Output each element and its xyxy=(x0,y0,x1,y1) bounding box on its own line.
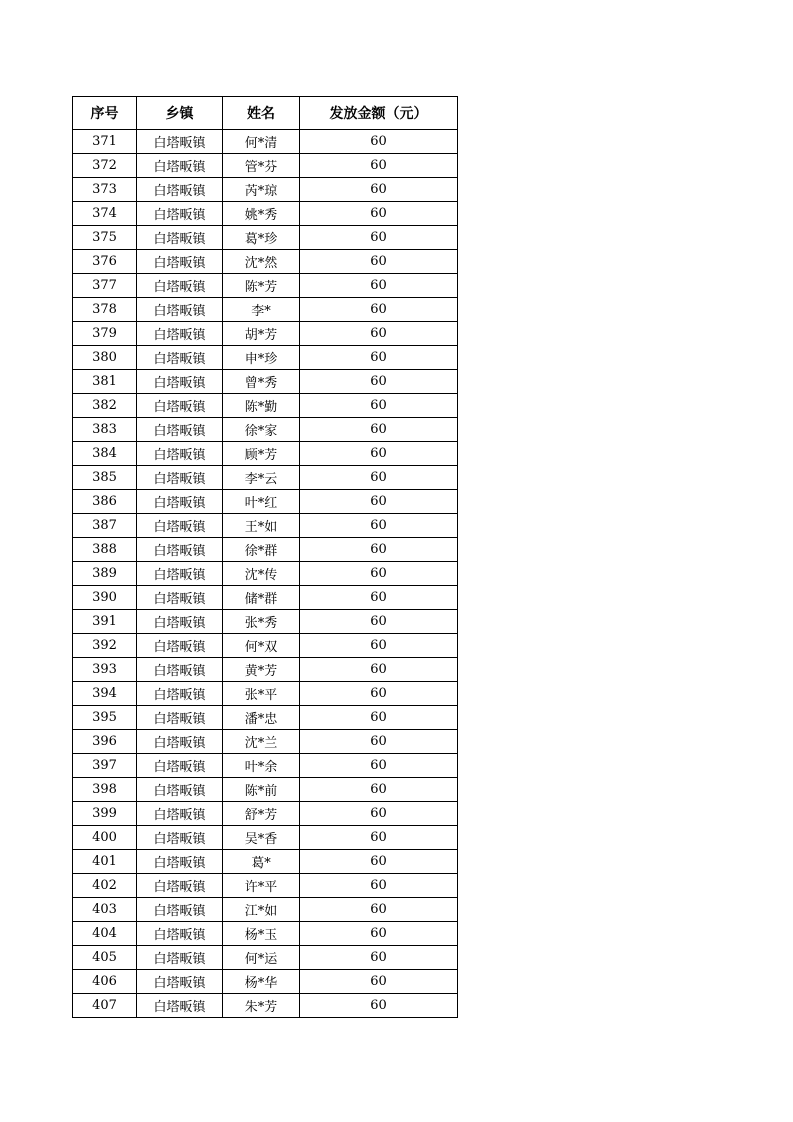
cell-amount: 60 xyxy=(300,322,458,346)
cell-serial-number: 395 xyxy=(73,706,137,730)
cell-serial-number: 404 xyxy=(73,922,137,946)
table-row xyxy=(73,274,458,298)
cell-serial-number: 376 xyxy=(73,250,137,274)
cell-township: 白塔畈镇 xyxy=(137,130,223,154)
cell-name: 王*如 xyxy=(223,514,300,538)
cell-serial-number: 391 xyxy=(73,610,137,634)
cell-amount: 60 xyxy=(300,610,458,634)
cell-amount: 60 xyxy=(300,778,458,802)
cell-amount: 60 xyxy=(300,682,458,706)
table-row xyxy=(73,946,458,970)
table-row xyxy=(73,250,458,274)
cell-name: 舒*芳 xyxy=(223,802,300,826)
cell-serial-number: 390 xyxy=(73,586,137,610)
cell-name: 潘*忠 xyxy=(223,706,300,730)
cell-name: 张*平 xyxy=(223,682,300,706)
table-row xyxy=(73,490,458,514)
cell-serial-number: 377 xyxy=(73,274,137,298)
cell-serial-number: 381 xyxy=(73,370,137,394)
cell-amount: 60 xyxy=(300,850,458,874)
table-row xyxy=(73,226,458,250)
cell-serial-number: 374 xyxy=(73,202,137,226)
table-row xyxy=(73,562,458,586)
cell-amount: 60 xyxy=(300,298,458,322)
cell-name: 吴*香 xyxy=(223,826,300,850)
cell-township: 白塔畈镇 xyxy=(137,586,223,610)
cell-township: 白塔畈镇 xyxy=(137,802,223,826)
cell-township: 白塔畈镇 xyxy=(137,994,223,1018)
cell-township: 白塔畈镇 xyxy=(137,442,223,466)
cell-name: 叶*余 xyxy=(223,754,300,778)
cell-name: 江*如 xyxy=(223,898,300,922)
table-row xyxy=(73,682,458,706)
cell-amount: 60 xyxy=(300,898,458,922)
cell-name: 何*运 xyxy=(223,946,300,970)
cell-amount: 60 xyxy=(300,994,458,1018)
cell-name: 陈*勤 xyxy=(223,394,300,418)
cell-amount: 60 xyxy=(300,874,458,898)
cell-amount: 60 xyxy=(300,154,458,178)
cell-name: 沈*传 xyxy=(223,562,300,586)
cell-name: 朱*芳 xyxy=(223,994,300,1018)
cell-amount: 60 xyxy=(300,634,458,658)
cell-township: 白塔畈镇 xyxy=(137,394,223,418)
cell-amount: 60 xyxy=(300,730,458,754)
cell-township: 白塔畈镇 xyxy=(137,346,223,370)
cell-township: 白塔畈镇 xyxy=(137,922,223,946)
cell-amount: 60 xyxy=(300,418,458,442)
cell-township: 白塔畈镇 xyxy=(137,274,223,298)
cell-amount: 60 xyxy=(300,802,458,826)
cell-serial-number: 394 xyxy=(73,682,137,706)
cell-name: 储*群 xyxy=(223,586,300,610)
cell-amount: 60 xyxy=(300,442,458,466)
table-row xyxy=(73,610,458,634)
cell-name: 陈*芳 xyxy=(223,274,300,298)
cell-amount: 60 xyxy=(300,370,458,394)
table-row xyxy=(73,826,458,850)
table-row xyxy=(73,130,458,154)
cell-township: 白塔畈镇 xyxy=(137,466,223,490)
cell-township: 白塔畈镇 xyxy=(137,682,223,706)
cell-township: 白塔畈镇 xyxy=(137,154,223,178)
cell-amount: 60 xyxy=(300,466,458,490)
cell-township: 白塔畈镇 xyxy=(137,730,223,754)
cell-serial-number: 383 xyxy=(73,418,137,442)
cell-name: 姚*秀 xyxy=(223,202,300,226)
cell-serial-number: 393 xyxy=(73,658,137,682)
cell-name: 葛* xyxy=(223,850,300,874)
table-row xyxy=(73,466,458,490)
cell-serial-number: 402 xyxy=(73,874,137,898)
cell-township: 白塔畈镇 xyxy=(137,826,223,850)
cell-serial-number: 375 xyxy=(73,226,137,250)
cell-serial-number: 380 xyxy=(73,346,137,370)
table-row xyxy=(73,706,458,730)
cell-amount: 60 xyxy=(300,922,458,946)
table-row xyxy=(73,538,458,562)
cell-name: 管*芬 xyxy=(223,154,300,178)
table-row xyxy=(73,178,458,202)
table-row xyxy=(73,370,458,394)
cell-township: 白塔畈镇 xyxy=(137,178,223,202)
cell-township: 白塔畈镇 xyxy=(137,370,223,394)
cell-amount: 60 xyxy=(300,586,458,610)
cell-township: 白塔畈镇 xyxy=(137,418,223,442)
cell-serial-number: 386 xyxy=(73,490,137,514)
table-row xyxy=(73,514,458,538)
cell-serial-number: 392 xyxy=(73,634,137,658)
cell-name: 叶*红 xyxy=(223,490,300,514)
cell-amount: 60 xyxy=(300,538,458,562)
cell-township: 白塔畈镇 xyxy=(137,778,223,802)
cell-name: 陈*前 xyxy=(223,778,300,802)
table-row xyxy=(73,970,458,994)
cell-township: 白塔畈镇 xyxy=(137,202,223,226)
cell-name: 李* xyxy=(223,298,300,322)
table-row xyxy=(73,874,458,898)
table-row xyxy=(73,994,458,1018)
cell-serial-number: 388 xyxy=(73,538,137,562)
cell-name: 何*双 xyxy=(223,634,300,658)
cell-township: 白塔畈镇 xyxy=(137,898,223,922)
cell-serial-number: 397 xyxy=(73,754,137,778)
cell-township: 白塔畈镇 xyxy=(137,706,223,730)
header-serial-number: 序号 xyxy=(73,97,137,130)
cell-amount: 60 xyxy=(300,514,458,538)
cell-township: 白塔畈镇 xyxy=(137,874,223,898)
cell-serial-number: 385 xyxy=(73,466,137,490)
table-row xyxy=(73,754,458,778)
table-row xyxy=(73,586,458,610)
cell-serial-number: 384 xyxy=(73,442,137,466)
table-row xyxy=(73,298,458,322)
cell-name: 黄*芳 xyxy=(223,658,300,682)
cell-township: 白塔畈镇 xyxy=(137,514,223,538)
table-row xyxy=(73,346,458,370)
table-row xyxy=(73,154,458,178)
cell-serial-number: 399 xyxy=(73,802,137,826)
table-row xyxy=(73,322,458,346)
cell-township: 白塔畈镇 xyxy=(137,490,223,514)
cell-name: 何*清 xyxy=(223,130,300,154)
cell-amount: 60 xyxy=(300,226,458,250)
cell-amount: 60 xyxy=(300,250,458,274)
cell-name: 胡*芳 xyxy=(223,322,300,346)
cell-name: 张*秀 xyxy=(223,610,300,634)
cell-amount: 60 xyxy=(300,346,458,370)
cell-serial-number: 379 xyxy=(73,322,137,346)
cell-amount: 60 xyxy=(300,394,458,418)
header-row xyxy=(73,97,458,130)
cell-serial-number: 405 xyxy=(73,946,137,970)
cell-amount: 60 xyxy=(300,490,458,514)
cell-township: 白塔畈镇 xyxy=(137,946,223,970)
cell-serial-number: 389 xyxy=(73,562,137,586)
cell-name: 许*平 xyxy=(223,874,300,898)
table-body xyxy=(73,130,458,1018)
table-row xyxy=(73,850,458,874)
cell-name: 徐*家 xyxy=(223,418,300,442)
cell-name: 申*珍 xyxy=(223,346,300,370)
cell-amount: 60 xyxy=(300,130,458,154)
cell-amount: 60 xyxy=(300,946,458,970)
cell-serial-number: 401 xyxy=(73,850,137,874)
header-name: 姓名 xyxy=(223,97,300,130)
header-amount: 发放金额（元） xyxy=(300,97,458,130)
cell-name: 杨*华 xyxy=(223,970,300,994)
cell-township: 白塔畈镇 xyxy=(137,322,223,346)
cell-amount: 60 xyxy=(300,562,458,586)
cell-name: 芮*琼 xyxy=(223,178,300,202)
cell-amount: 60 xyxy=(300,706,458,730)
table-row xyxy=(73,730,458,754)
cell-township: 白塔畈镇 xyxy=(137,226,223,250)
cell-name: 顾*芳 xyxy=(223,442,300,466)
table-row xyxy=(73,442,458,466)
cell-amount: 60 xyxy=(300,826,458,850)
table-row xyxy=(73,802,458,826)
cell-name: 曾*秀 xyxy=(223,370,300,394)
cell-name: 杨*玉 xyxy=(223,922,300,946)
cell-amount: 60 xyxy=(300,274,458,298)
cell-township: 白塔畈镇 xyxy=(137,970,223,994)
cell-serial-number: 406 xyxy=(73,970,137,994)
cell-name: 徐*群 xyxy=(223,538,300,562)
cell-township: 白塔畈镇 xyxy=(137,298,223,322)
cell-serial-number: 407 xyxy=(73,994,137,1018)
subsidy-table xyxy=(72,96,458,1018)
cell-township: 白塔畈镇 xyxy=(137,250,223,274)
cell-name: 沈*兰 xyxy=(223,730,300,754)
cell-amount: 60 xyxy=(300,970,458,994)
cell-township: 白塔畈镇 xyxy=(137,610,223,634)
cell-name: 葛*珍 xyxy=(223,226,300,250)
header-township: 乡镇 xyxy=(137,97,223,130)
table-row xyxy=(73,394,458,418)
cell-township: 白塔畈镇 xyxy=(137,754,223,778)
cell-serial-number: 372 xyxy=(73,154,137,178)
cell-serial-number: 382 xyxy=(73,394,137,418)
cell-amount: 60 xyxy=(300,202,458,226)
cell-serial-number: 378 xyxy=(73,298,137,322)
cell-serial-number: 371 xyxy=(73,130,137,154)
cell-township: 白塔畈镇 xyxy=(137,538,223,562)
cell-serial-number: 373 xyxy=(73,178,137,202)
cell-serial-number: 403 xyxy=(73,898,137,922)
table-row xyxy=(73,778,458,802)
cell-township: 白塔畈镇 xyxy=(137,850,223,874)
cell-township: 白塔畈镇 xyxy=(137,658,223,682)
cell-serial-number: 396 xyxy=(73,730,137,754)
cell-serial-number: 400 xyxy=(73,826,137,850)
table-row xyxy=(73,418,458,442)
table-row xyxy=(73,922,458,946)
cell-amount: 60 xyxy=(300,178,458,202)
table-row xyxy=(73,898,458,922)
table-row xyxy=(73,634,458,658)
cell-name: 李*云 xyxy=(223,466,300,490)
cell-amount: 60 xyxy=(300,754,458,778)
table-row xyxy=(73,658,458,682)
cell-amount: 60 xyxy=(300,658,458,682)
cell-name: 沈*然 xyxy=(223,250,300,274)
cell-township: 白塔畈镇 xyxy=(137,634,223,658)
cell-serial-number: 387 xyxy=(73,514,137,538)
cell-serial-number: 398 xyxy=(73,778,137,802)
cell-township: 白塔畈镇 xyxy=(137,562,223,586)
table-row xyxy=(73,202,458,226)
